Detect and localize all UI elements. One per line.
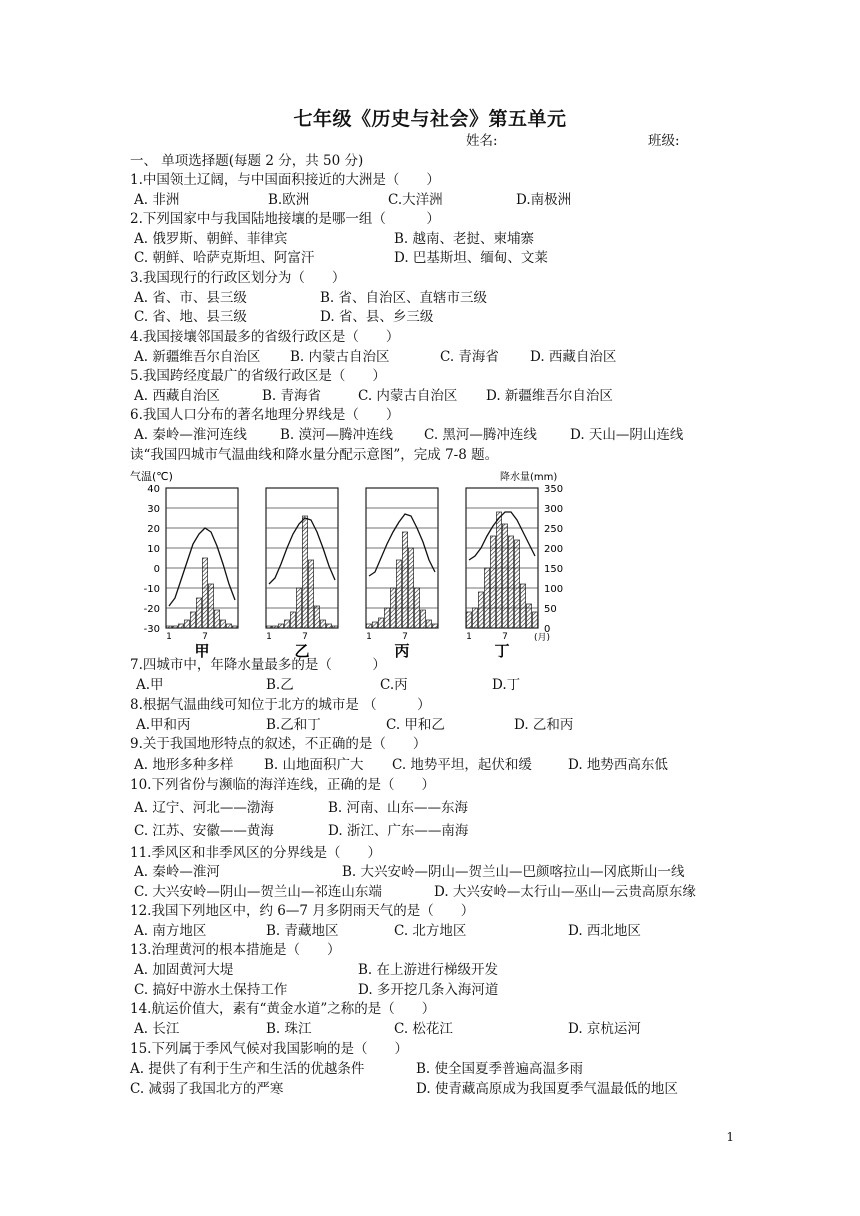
precip-bar (214, 610, 219, 628)
q7-option-c: C.丙 (380, 677, 408, 693)
temp-tick-label: 0 (153, 564, 160, 575)
precip-bar (220, 620, 225, 628)
precip-bar (472, 608, 477, 628)
precip-bar (402, 532, 407, 628)
q5-option-c: C. 内蒙古自治区 (358, 388, 458, 404)
precip-bar (232, 626, 237, 628)
precip-bar (308, 560, 313, 628)
precip-bar (502, 524, 507, 628)
q7-option-a: A.甲 (136, 677, 164, 693)
q13-option-a: A. 加固黄河大堤 (134, 962, 234, 978)
precip-bar (332, 626, 337, 628)
q13-stem: 13.治理黄河的根本措施是（ ） (130, 942, 341, 958)
q1-option-c: C.大洋洲 (388, 192, 443, 208)
q9-option-c: C. 地势平坦，起伏和缓 (392, 757, 532, 773)
q8-option-d: D. 乙和丙 (514, 717, 574, 733)
temp-tick-label: 10 (147, 544, 160, 555)
q11-option-a: A. 秦岭—淮河 (134, 864, 220, 880)
q6-option-b: B. 漠河—腾冲连线 (280, 427, 394, 443)
precip-tick-label: 100 (544, 584, 564, 595)
figure-intro: 读“我国四城市气温曲线和降水量分配示意图”，完成 7-8 题。 (130, 447, 499, 463)
precip-bar (314, 606, 319, 628)
climate-chart-figure (128, 468, 568, 660)
q1-option-d: D.南极洲 (516, 192, 572, 208)
precip-bar (420, 610, 425, 628)
q15-option-a: A. 提供了有利于生产和生活的优越条件 (130, 1061, 365, 1077)
q12-stem: 12.我国下列地区中，约 6—7 月多阴雨天气的是（ ） (130, 903, 475, 919)
precip-bar (196, 598, 201, 628)
q4-option-d: D. 西藏自治区 (530, 349, 617, 365)
temp-tick-label: 30 (147, 504, 160, 515)
precip-bar (426, 620, 431, 628)
q6-option-a: A. 秦岭—淮河连线 (134, 427, 247, 443)
q10-stem: 10.下列省份与濒临的海洋连线，正确的是（ ） (130, 777, 435, 793)
city-label: 丁 (494, 642, 510, 660)
q4-option-c: C. 青海省 (440, 349, 499, 365)
precip-bar (384, 608, 389, 628)
precip-bar (378, 618, 383, 628)
precip-bar (366, 624, 371, 628)
q5-option-d: D. 新疆维吾尔自治区 (486, 388, 613, 404)
precip-bar (226, 624, 231, 628)
q13-option-d: D. 多开挖几条入海河道 (358, 982, 499, 998)
precip-bar (466, 612, 471, 628)
precip-bar (484, 568, 489, 628)
precip-bar (266, 626, 271, 628)
q6-option-d: D. 天山—阴山连线 (570, 427, 684, 443)
q13-option-b: B. 在上游进行梯级开发 (358, 962, 499, 978)
name-label: 姓名: (466, 133, 498, 149)
q9-option-d: D. 地势西高东低 (568, 757, 668, 773)
q7-option-b: B.乙 (266, 677, 294, 693)
q8-stem: 8.根据气温曲线可知位于北方的城市是 （ ） (130, 697, 431, 713)
q9-option-a: A. 地形多种多样 (134, 757, 234, 773)
month-tick-label: 7 (402, 632, 408, 642)
q14-option-a: A. 长江 (134, 1021, 180, 1037)
precip-tick-label: 50 (544, 604, 557, 615)
chart-panel-frame (166, 488, 238, 628)
q7-stem: 7.四城市中，年降水量最多的是（ ） (130, 657, 386, 673)
month-tick-label: 7 (202, 632, 208, 642)
q9-stem: 9.关于我国地形特点的叙述，不正确的是（ ） (130, 736, 427, 752)
precip-bar (432, 624, 437, 628)
precip-bar (190, 612, 195, 628)
q12-option-c: C. 北方地区 (394, 923, 467, 939)
q13-option-c: C. 搞好中游水土保持工作 (134, 982, 288, 998)
temp-tick-label: -10 (143, 584, 160, 595)
q14-option-c: C. 松花江 (394, 1021, 453, 1037)
q12-option-d: D. 西北地区 (568, 923, 641, 939)
q2-option-d: D. 巴基斯坦、缅甸、文莱 (394, 250, 548, 266)
precip-axis-title: 降水量(mm) (500, 472, 558, 483)
q15-option-c: C. 减弱了我国北方的严寒 (130, 1081, 284, 1097)
document-title: 七年级《历史与社会》第五单元 (293, 108, 567, 130)
q11-option-c: C. 大兴安岭—阴山—贺兰山—祁连山东端 (134, 884, 382, 900)
precip-bar (272, 626, 277, 628)
q8-option-b: B.乙和丁 (266, 717, 321, 733)
chart-panel-frame (266, 488, 338, 628)
q12-option-b: B. 青藏地区 (266, 923, 339, 939)
q11-stem: 11.季风区和非季风区的分界线是（ ） (130, 845, 381, 861)
q2-option-a: A. 俄罗斯、朝鲜、菲律宾 (134, 231, 288, 247)
precip-tick-label: 200 (544, 544, 564, 555)
q9-option-b: B. 山地面积广大 (264, 757, 364, 773)
q1-option-a: A. 非洲 (134, 192, 180, 208)
month-tick-label: 1 (366, 632, 372, 642)
precip-bar (166, 626, 171, 628)
month-tick-label: 1 (166, 632, 172, 642)
q6-stem: 6.我国人口分布的著名地理分界线是（ ） (130, 407, 400, 423)
q3-option-c: C. 省、地、县三级 (134, 309, 247, 325)
precip-bar (478, 592, 483, 628)
precip-bar (414, 588, 419, 628)
q10-option-d: D. 浙江、广东——南海 (328, 823, 469, 839)
q8-option-a: A.甲和丙 (136, 717, 191, 733)
q15-option-d: D. 使青藏高原成为我国夏季气温最低的地区 (416, 1081, 678, 1097)
precip-bar (532, 612, 537, 628)
month-tick-label: 1 (466, 632, 472, 642)
q15-option-b: B. 使全国夏季普遍高温多雨 (416, 1061, 584, 1077)
q4-option-b: B. 内蒙古自治区 (290, 349, 390, 365)
q3-option-d: D. 省、县、乡三级 (320, 309, 434, 325)
precip-bar (202, 558, 207, 628)
q2-option-c: C. 朝鲜、哈萨克斯坦、阿富汗 (134, 250, 315, 266)
precip-bar (520, 584, 525, 628)
precip-bar (208, 584, 213, 628)
q3-option-b: B. 省、自治区、直辖市三级 (320, 290, 488, 306)
city-label: 乙 (294, 642, 310, 660)
month-tick-label: 1 (266, 632, 272, 642)
q14-option-b: B. 珠江 (266, 1021, 312, 1037)
precip-bar (302, 516, 307, 628)
precip-bar (178, 624, 183, 628)
precip-tick-label: 350 (544, 484, 564, 495)
q11-option-b: B. 大兴安岭—阴山—贺兰山—巴颜喀拉山—冈底斯山一线 (342, 864, 685, 880)
precip-bar (278, 624, 283, 628)
q14-stem: 14.航运价值大，素有“黄金水道”之称的是（ ） (130, 1001, 436, 1017)
precip-bar (326, 624, 331, 628)
q5-option-a: A. 西藏自治区 (134, 388, 220, 404)
q2-stem: 2.下列国家中与我国陆地接壤的是哪一组（ ） (130, 211, 440, 227)
precip-bar (526, 604, 531, 628)
q10-option-c: C. 江苏、安徽——黄海 (134, 823, 274, 839)
q10-option-b: B. 河南、山东——东海 (328, 800, 469, 816)
q8-option-c: C. 甲和乙 (386, 717, 445, 733)
q6-option-c: C. 黑河—腾冲连线 (424, 427, 537, 443)
precip-bar (296, 588, 301, 628)
q5-stem: 5.我国跨经度最广的省级行政区是（ ） (130, 368, 386, 384)
q2-option-b: B. 越南、老挝、柬埔寨 (394, 231, 535, 247)
precip-bar (184, 620, 189, 628)
precip-bar (514, 540, 519, 628)
precip-bar (284, 620, 289, 628)
q15-stem: 15.下列属于季风气候对我国影响的是（ ） (130, 1041, 408, 1057)
page-number: 1 (726, 1130, 734, 1144)
precip-bar (390, 588, 395, 628)
precip-bar (408, 548, 413, 628)
precip-bar (396, 560, 401, 628)
temp-curve (369, 514, 435, 576)
q4-stem: 4.我国接壤邻国最多的省级行政区是（ ） (130, 329, 400, 345)
precip-tick-label: 150 (544, 564, 564, 575)
precip-bar (372, 622, 377, 628)
temp-axis-title: 气温(℃) (130, 470, 173, 483)
precip-bar (508, 536, 513, 628)
city-label: 丙 (394, 642, 410, 660)
month-tick-label: 7 (502, 632, 508, 642)
month-axis-unit: (月) (534, 633, 551, 643)
month-tick-label: 7 (302, 632, 308, 642)
temp-tick-label: -30 (143, 624, 160, 635)
q12-option-a: A. 南方地区 (134, 923, 207, 939)
q14-option-d: D. 京杭运河 (568, 1021, 641, 1037)
q7-option-d: D.丁 (492, 677, 521, 693)
precip-tick-label: 300 (544, 504, 564, 515)
q10-option-a: A. 辽宁、河北——渤海 (134, 800, 274, 816)
precip-bar (290, 612, 295, 628)
temp-curve (469, 512, 535, 560)
q1-option-b: B.欧洲 (268, 192, 310, 208)
precip-tick-label: 250 (544, 524, 564, 535)
precip-bar (172, 626, 177, 628)
temp-tick-label: 20 (147, 524, 160, 535)
precip-bar (490, 536, 495, 628)
city-label: 甲 (194, 642, 210, 660)
section-heading: 一、 单项选择题(每题 2 分，共 50 分) (130, 153, 364, 169)
precip-tick-label: 0 (544, 624, 551, 635)
temp-curve (169, 528, 235, 606)
class-label: 班级: (648, 133, 680, 149)
temp-tick-label: -20 (143, 604, 160, 615)
q11-option-d: D. 大兴安岭—太行山—巫山—云贵高原东缘 (434, 884, 696, 900)
temp-tick-label: 40 (147, 484, 160, 495)
q3-option-a: A. 省、市、县三级 (134, 290, 247, 306)
q5-option-b: B. 青海省 (262, 388, 322, 404)
precip-bar (496, 512, 501, 628)
q1-stem: 1.中国领土辽阔，与中国面积接近的大洲是（ ） (130, 172, 440, 188)
q3-stem: 3.我国现行的行政区划分为（ ） (130, 270, 346, 286)
q4-option-a: A. 新疆维吾尔自治区 (134, 349, 261, 365)
precip-bar (320, 620, 325, 628)
chart-panel-frame (366, 488, 438, 628)
